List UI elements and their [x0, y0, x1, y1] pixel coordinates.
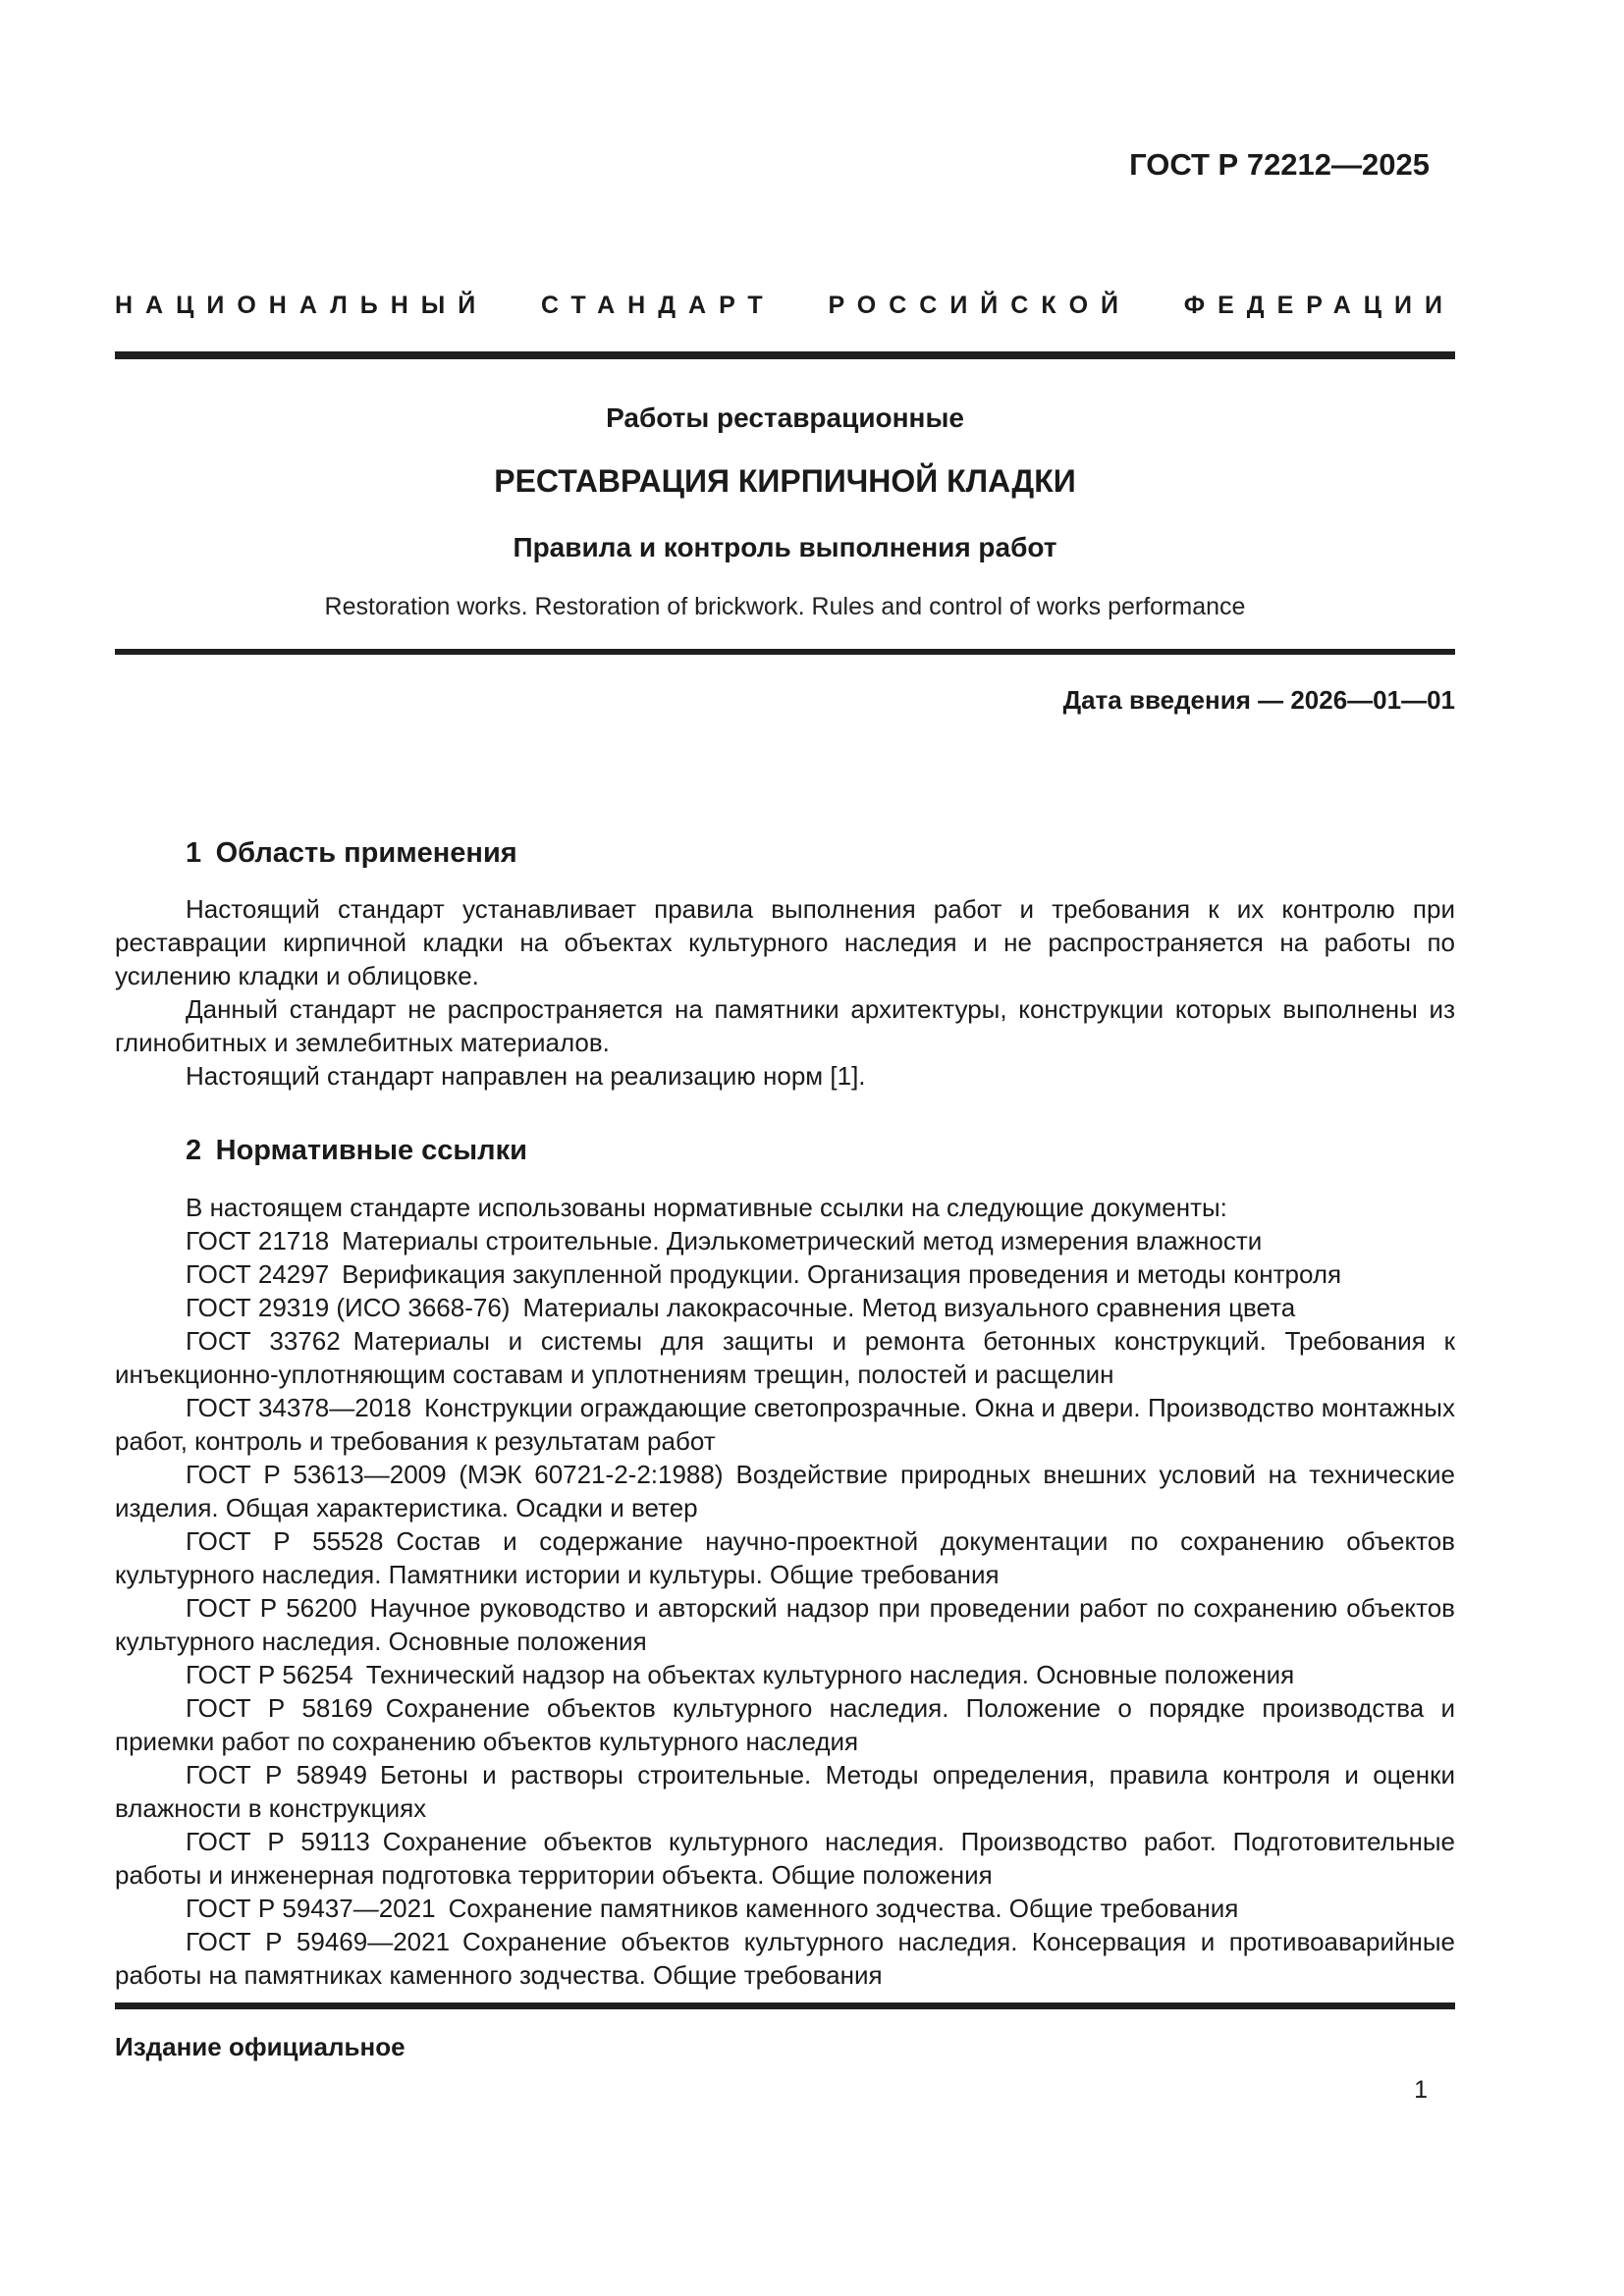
reference-item: ГОСТ Р 59469—2021 Сохранение объектов культурного наследия. Консервация и противоаварийные работы на памятниках каменного зодчества. Общие требования — [115, 1927, 1455, 1990]
section-2-body — [115, 1191, 1455, 1992]
reference-item: ГОСТ Р 59437—2021 Сохранение памятников каменного зодчества. Общие требования — [186, 1894, 1239, 1923]
edition-note: Издание официальное — [115, 2032, 406, 2061]
page-content — [115, 0, 1455, 2106]
reference-item: ГОСТ 34378—2018 Конструкции ограждающие светопрозрачные. Окна и двери. Производство монтажных работ, контроль и требования к результатам работ — [115, 1393, 1455, 1456]
reference-item: ГОСТ Р 55528 Состав и содержание научно-проектной документации по сохранению объектов культурного наследия. Памятники истории и культуры. Общие требования — [115, 1526, 1455, 1589]
paragraph: Настоящий стандарт направлен на реализацию норм [1]. — [186, 1061, 866, 1091]
reference-item: ГОСТ Р 58169 Сохранение объектов культурного наследия. Положение о порядке производства и приемки работ по сохранению объектов культурного наследия — [115, 1693, 1455, 1756]
reference-item: ГОСТ Р 56254 Технический надзор на объектах культурного наследия. Основные положения — [186, 1660, 1295, 1689]
banner-rule — [115, 351, 1455, 359]
section-2-heading: 2 Нормативные ссылки — [186, 1135, 527, 1166]
reference-item: ГОСТ 21718 Материалы строительные. Диэлькометрический метод измерения влажности — [186, 1226, 1263, 1255]
reference-item: ГОСТ Р 59113 Сохранение объектов культурного наследия. Производство работ. Подготовительные работы и инженерная подготовка территории объекта. Общие положения — [115, 1827, 1455, 1890]
doc-code: ГОСТ Р 72212—2025 — [1129, 147, 1430, 182]
title-english: Restoration works. Restoration of brickwork. Rules and control of works performance — [324, 593, 1246, 620]
reference-item: ГОСТ Р 53613—2009 (МЭК 60721-2-2:1988) Воздействие природных внешних условий на технические изделия. Общая характеристика. Осадки и ветер — [115, 1460, 1455, 1522]
title-group: Работы реставрационные — [606, 402, 964, 433]
reference-item: ГОСТ 29319 (ИСО 3668-76) Материалы лакокрасочные. Метод визуального сравнения цвета — [186, 1293, 1296, 1322]
title-sub: Правила и контроль выполнения работ — [513, 532, 1057, 562]
title-main: РЕСТАВРАЦИЯ КИРПИЧНОЙ КЛАДКИ — [494, 463, 1076, 499]
effective-date: Дата введения — 2026—01—01 — [1062, 685, 1455, 715]
reference-item: ГОСТ 33762 Материалы и системы для защиты и ремонта бетонных конструкций. Требования к инъекционно-уплотняющим составам и уплотнениям трещин, полостей и расщелин — [115, 1326, 1455, 1389]
standard-banner: НАЦИОНАЛЬНЫЙ СТАНДАРТ РОССИЙСКОЙ ФЕДЕРАЦИИ — [115, 292, 1455, 319]
page-number: 1 — [1414, 2076, 1428, 2104]
reference-item: ГОСТ Р 58949 Бетоны и растворы строительные. Методы определения, правила контроля и оценки влажности в конструкциях — [115, 1760, 1455, 1823]
reference-item: ГОСТ Р 56200 Научное руководство и авторский надзор при проведении работ по сохранению объектов культурного наследия. Основные положения — [115, 1593, 1455, 1656]
reference-item: ГОСТ 24297 Верификация закупленной продукции. Организация проведения и методы контроля — [186, 1259, 1342, 1289]
paragraph: В настоящем стандарте использованы нормативные ссылки на следующие документы: — [186, 1193, 1227, 1222]
paragraph: Настоящий стандарт устанавливает правила выполнения работ и требования к их контролю при реставрации кирпичной кладки на объектах культурного наследия и не распространяется на работы по усилению кладки и облицовке. — [115, 894, 1455, 990]
section-1-heading: 1 Область применения — [186, 837, 517, 869]
paragraph: Данный стандарт не распространяется на памятники архитектуры, конструкции которых выполнены из глинобитных и землебитных материалов. — [115, 994, 1455, 1057]
section-1-body — [115, 892, 1455, 1093]
title-rule — [115, 649, 1455, 655]
footer-rule — [115, 2002, 1455, 2009]
